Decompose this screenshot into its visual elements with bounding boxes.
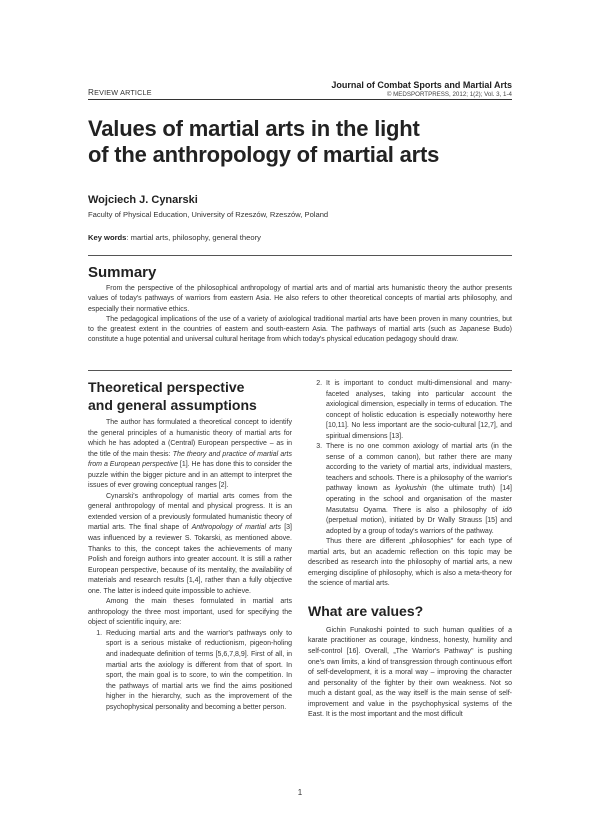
list-item: 2. It is important to conduct multi-dimensional and many-faceted analyses, taking into particular account the axiological dimension, especially in terms of education. The concept of holistic education is especially noteworthy here [10,11]. No less important are the socio-cultural [12,7], and spiritual dimensions [13].: [324, 379, 512, 442]
summary-heading: Summary: [88, 264, 157, 281]
paragraph: The author has formulated a theoretical concept to identify the general principles of a humanistic theory of martial arts for which he has adopted a (Central) European perspective – as in the title of the main thesis: The theory and practice of martial arts from a European perspective [1]. He has done this to consider the puzzle within the bigger picture and in an attempt to interpret the issues of ever growing conceptual ranges [2].: [88, 419, 293, 490]
keywords: Key words: martial arts, philosophy, general theory: [88, 233, 261, 242]
summary-text: From the perspective of the philosophical anthropology of martial arts and of martial arts humanistic theory the author presents values of today's pathways of warriors from eastern Asia. He also refers to other theoretical concepts of martial arts philosophy, and especially their normative ethics. The pedagogical implications of the use of a variety of axiological traditional martial arts have been proven in many countries, but to the greatest extent in the countries of eastern and south-eastern Asia. The pathways of martial arts (such as Japanese Budo) constitute a huge potential and universal cultural heritage from which today's physical education pedagogy should draw.: [88, 285, 512, 344]
author-affiliation: Faculty of Physical Education, University of Rzeszów, Rzeszów, Poland: [88, 210, 329, 219]
list-item: 1. Reducing martial arts and the warrior's pathways only to sport is a serious mistake of reductionism, pigeon-holing and inadequate definition of terms [5,6,7,8,9]. First of all, in martial arts the axiology is different from that of sport. In sport, the main goal is to score, to win the competition. In the pathways of martial arts we find the aims positioned higher in the hierarchy, such as the improvement of the psychophysical personality and becoming a better person.: [104, 629, 292, 713]
article-title: Values of martial arts in the light of the anthropology of martial arts: [88, 116, 440, 167]
left-column: [88, 378, 292, 713]
paragraph: Cynarski's anthropology of martial arts comes from the general anthropology of mental and physical progress. It is an extended version of a previously formulated humanistic theory of martial arts. The final shape of Anthropology of martial arts [3] was influenced by a reviewer S. Tokarski, as mentioned above. Thanks to this, the concept takes the achievements of many Polish and foreign authors into greater account. It is still a rather European perspective, because of its mentality, the availability of materials and research results [1,4], rather than a fully objective one. The latter is indeed quite impossible to achieve.: [88, 492, 292, 595]
journal-header: [331, 80, 512, 98]
theses-list: [88, 629, 292, 713]
author-name: Wojciech J. Cynarski: [88, 194, 198, 206]
journal-name: Journal of Combat Sports and Martial Arts: [331, 80, 512, 90]
theses-list-continued: [308, 379, 512, 537]
section-heading-theoretical: Theoretical perspective and general assumptions: [88, 379, 257, 413]
paragraph: Thus there are different „philosophies" for each type of martial arts, but an academic reflection on this topic may be described as research into the philosophy of martial arts, a new emerging discipline of philosophy, which is also a meta-theory for the science of martial arts.: [308, 538, 512, 588]
paragraph: Among the main theses formulated in martial arts anthropology the three most important, used for specifying the object of scientific inquiry, are:: [88, 598, 292, 627]
header-rule: [88, 99, 512, 100]
summary-rule: [88, 255, 512, 256]
journal-publication-info: © MEDSPORTPRESS, 2012; 1(2); Vol. 3, 1-4: [386, 91, 512, 98]
paragraph: Gichin Funakoshi pointed to such human qualities of a karate practitioner as courage, kindness, honesty, humility and self-control [16]. Overall, „The Warrior's Pathway" is pushing one's own limits, a kind of transgression through continuous effort of self-development, it is a moral way – improving the character and personality of the fighter by their own weakness. Not so much a distant goal, as the way itself is the main sense of self-improvement and value in the psychophysical systems of the East. It is the most important and the most difficult: [308, 626, 512, 719]
page-number: 1: [297, 788, 303, 797]
section-rule: [88, 370, 512, 371]
list-item: 3. There is no one common axiology of martial arts (in the sense of a common canon), but rather there are many according to the variety of martial arts, individual masters, teachers and schools. There is a philosophy of the warrior's pathway known as kyokushin (the ultimate truth) [14] operating in the school and organisation of the master Masutatsu Oyama. There is also a philosophy of idō (perpetual motion), initiated by Dr Wally Strauss [15] and adopted by a group of today's warriors of the pathway.: [324, 442, 512, 537]
right-column: [308, 379, 512, 721]
section-heading-values: What are values?: [308, 602, 424, 619]
article-type-label: REVIEW ARTICLE: [88, 88, 152, 97]
